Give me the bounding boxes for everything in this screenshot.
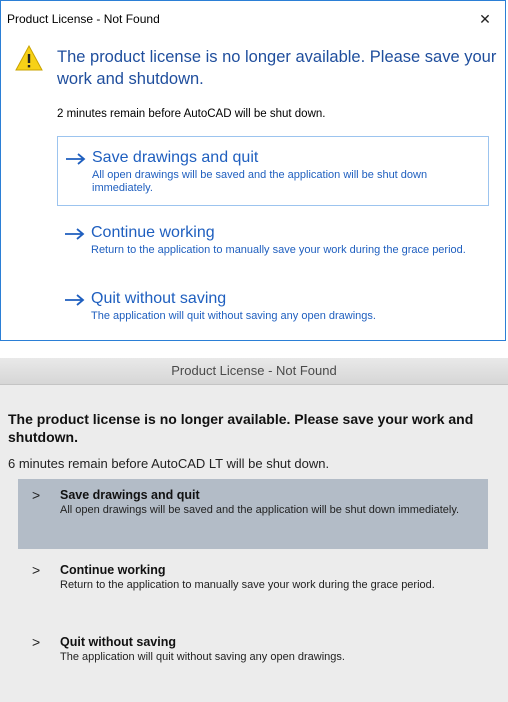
warning-triangle-icon [15,45,43,71]
mac-option-save-and-quit[interactable] [18,479,488,549]
windows-option-quit-without-saving[interactable] [57,278,489,333]
chevron-right-icon: > [32,487,41,503]
option-description: The application will quit without saving any open drawings. [60,651,345,663]
arrow-right-icon [63,226,87,242]
option-title: Continue working [91,224,215,241]
windows-title-bar [1,1,505,37]
option-description: All open drawings will be saved and the application will be shut down immediately. [92,169,428,194]
option-description: Return to the application to manually save your work during the grace period. [60,579,435,591]
windows-remaining-time: 2 minutes remain before AutoCAD will be shut down. [57,108,326,120]
mac-dialog-title: Product License - Not Found [171,363,337,378]
mac-option-continue-working[interactable] [18,554,488,600]
option-title: Quit without saving [60,635,176,649]
mac-title-bar [0,358,508,385]
option-title: Quit without saving [91,290,227,307]
close-icon: ✕ [479,10,491,27]
option-description: All open drawings will be saved and the application will be shut down immediately. [60,504,460,516]
mac-message: The product license is no longer available. Please save your work and shutdown. [8,411,474,445]
windows-dialog-title: Product License - Not Found [7,12,160,26]
windows-message: The product license is no longer available. Please save your work and shutdown. [57,48,497,88]
option-description: The application will quit without saving any open drawings. [91,310,376,322]
mac-license-dialog [0,358,508,702]
mac-option-quit-without-saving[interactable] [18,626,488,672]
close-button[interactable] [467,3,503,35]
chevron-right-icon: > [32,634,41,650]
windows-option-continue-working[interactable] [57,212,489,267]
chevron-right-icon: > [32,562,41,578]
windows-option-save-and-quit[interactable] [57,136,489,206]
option-title: Continue working [60,563,166,577]
mac-remaining-time: 6 minutes remain before AutoCAD LT will be shut down. [8,456,330,471]
option-title: Save drawings and quit [92,149,259,166]
arrow-right-icon [63,292,87,308]
option-description: Return to the application to manually save your work during the grace period. [91,244,466,256]
option-title: Save drawings and quit [60,488,200,502]
arrow-right-icon [64,151,88,167]
windows-license-dialog [0,0,506,341]
